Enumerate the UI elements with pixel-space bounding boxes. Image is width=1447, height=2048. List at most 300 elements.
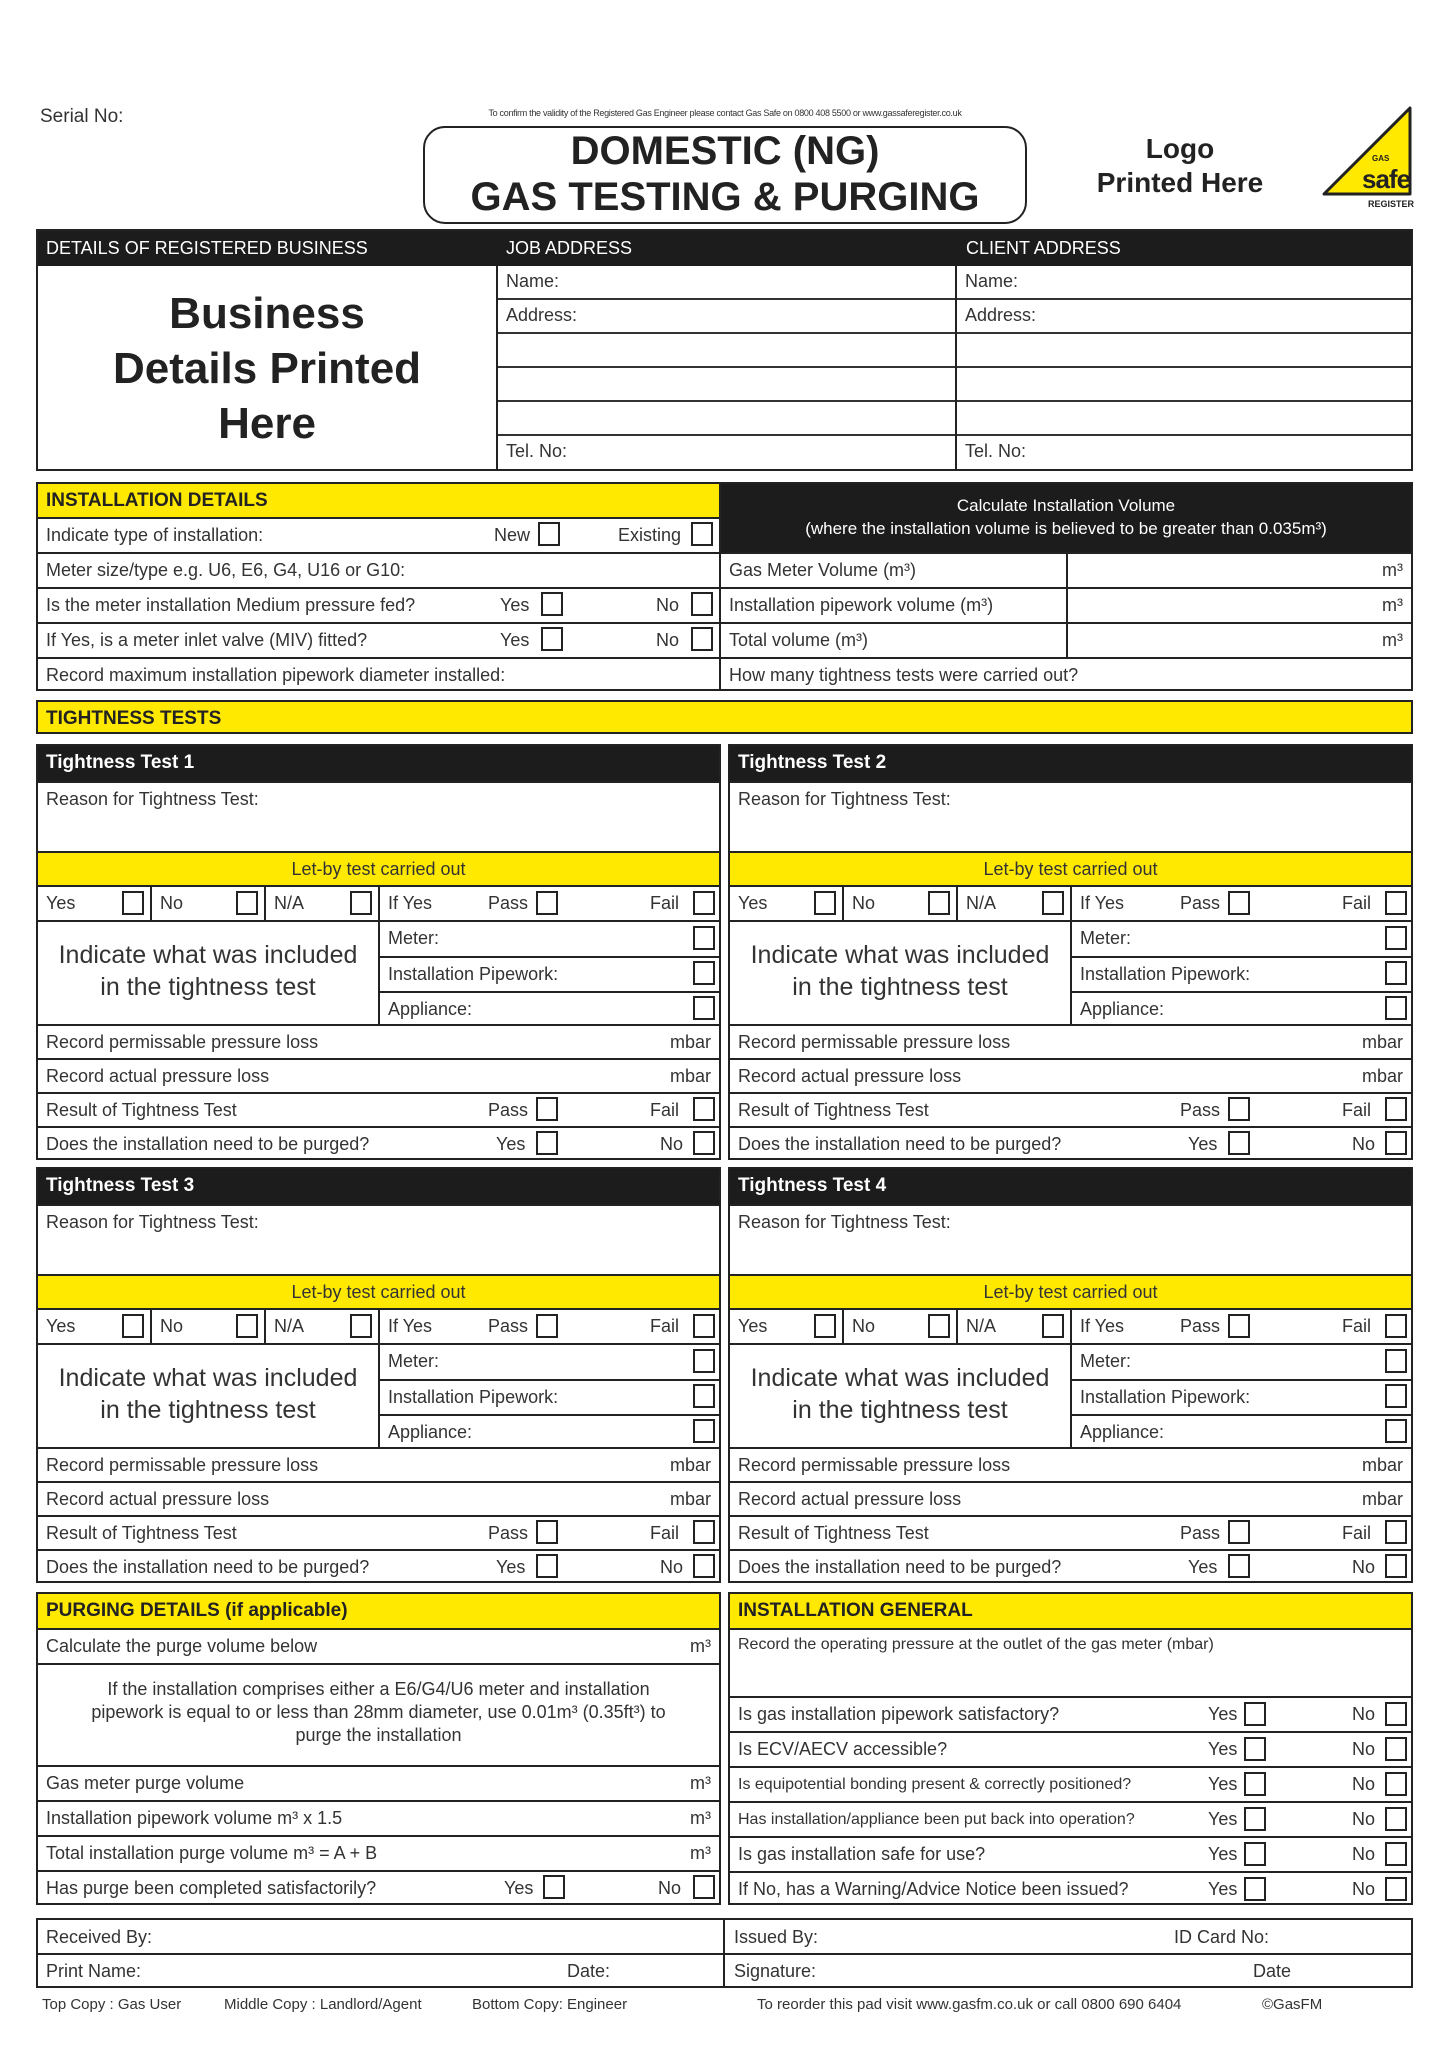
- mbar-unit: mbar: [669, 1489, 711, 1509]
- purge-calculate-row[interactable]: [38, 1628, 719, 1663]
- meter-checkbox[interactable]: [1385, 1349, 1407, 1373]
- included-block: [730, 1343, 1411, 1447]
- tightness-test-title: Tightness Test 2: [730, 746, 1411, 781]
- letby-row: [38, 885, 719, 920]
- reason-row[interactable]: [38, 781, 719, 851]
- permissable-loss-label: Record permissable pressure loss: [738, 1455, 1011, 1475]
- letby-no-label: No: [852, 893, 876, 913]
- general-yes-checkbox[interactable]: [1244, 1737, 1266, 1761]
- meter-volume-label: Gas Meter Volume (m³): [729, 560, 917, 580]
- tightness-tests-header: [36, 700, 1413, 734]
- reason-label: Reason for Tightness Test:: [46, 789, 259, 809]
- permissable-loss-row[interactable]: [38, 1447, 719, 1481]
- yes-label: Yes: [500, 595, 530, 615]
- indicate-included-text: [730, 1345, 1070, 1447]
- letby-na-checkbox[interactable]: [350, 1314, 372, 1338]
- purge-needed-row: [38, 1549, 719, 1581]
- job-name-field[interactable]: Name:: [498, 266, 955, 300]
- total-volume-row[interactable]: [721, 622, 1411, 657]
- mbar-unit: mbar: [669, 1032, 711, 1052]
- mbar-unit: mbar: [1361, 1489, 1403, 1509]
- client-address-line-4[interactable]: [957, 402, 1411, 436]
- purge-completed-row: [38, 1870, 719, 1903]
- general-yes-checkbox[interactable]: [1244, 1877, 1266, 1901]
- mbar-unit: mbar: [669, 1066, 711, 1086]
- permissable-loss-row[interactable]: [38, 1024, 719, 1058]
- yes-label: Yes: [1208, 1774, 1238, 1794]
- general-no-checkbox[interactable]: [1385, 1737, 1407, 1761]
- tests-count-row[interactable]: [721, 657, 1411, 691]
- no-label: No: [1352, 1809, 1376, 1829]
- pipework-purge-label: Installation pipework volume m³ x 1.5: [46, 1808, 343, 1828]
- client-address-column: [955, 266, 1411, 469]
- installation-details-section: [36, 482, 721, 691]
- operating-pressure-label: Record the operating pressure at the outlet of the gas meter (mbar): [738, 1636, 1214, 1653]
- logo-line-1: Logo: [1145, 133, 1215, 164]
- purge-needed-no-checkbox[interactable]: [1385, 1554, 1407, 1578]
- general-question-row: [730, 1871, 1411, 1906]
- permissable-loss-row[interactable]: [730, 1024, 1411, 1058]
- reason-row[interactable]: [38, 1204, 719, 1274]
- print-name-field[interactable]: Print Name:: [46, 1961, 142, 1981]
- unit-label: m³: [1382, 560, 1403, 580]
- unit-label: m³: [1382, 595, 1403, 615]
- title-line-2: GAS TESTING & PURGING: [470, 175, 980, 219]
- new-checkbox[interactable]: [538, 522, 560, 546]
- business-details-header: DETAILS OF REGISTERED BUSINESS: [46, 238, 368, 258]
- purge-needed-label: Does the installation need to be purged?: [738, 1134, 1062, 1154]
- middle-copy-text: Middle Copy : Landlord/Agent: [224, 1996, 422, 2013]
- indicate-line-2: in the tightness test: [100, 973, 316, 1001]
- purge-needed-no-checkbox[interactable]: [1385, 1131, 1407, 1155]
- reorder-text: To reorder this pad visit www.gasfm.co.uk or call 0800 690 6404: [757, 1996, 1182, 2013]
- actual-loss-label: Record actual pressure loss: [738, 1489, 962, 1509]
- mbar-unit: mbar: [1361, 1032, 1403, 1052]
- meter-checkbox[interactable]: [693, 926, 715, 950]
- pipework-label: Installation Pipework:: [388, 1387, 559, 1407]
- letby-pass-checkbox[interactable]: [536, 891, 558, 915]
- general-question-row: [730, 1731, 1411, 1766]
- issued-date-field[interactable]: Date: [1253, 1961, 1292, 1981]
- letby-pass-checkbox[interactable]: [1228, 1314, 1250, 1338]
- purge-needed-label: Does the installation need to be purged?: [738, 1557, 1062, 1577]
- result-pass-checkbox[interactable]: [1228, 1097, 1250, 1121]
- purge-yes-label: Yes: [496, 1134, 526, 1154]
- purge-needed-row: [730, 1549, 1411, 1581]
- meter-size-label: Meter size/type e.g. U6, E6, G4, U16 or G10:: [46, 560, 406, 580]
- purge-needed-yes-checkbox[interactable]: [1228, 1131, 1250, 1155]
- general-question-row: [730, 1766, 1411, 1801]
- operating-pressure-row[interactable]: [730, 1628, 1411, 1696]
- meter-label: Meter:: [388, 1351, 440, 1371]
- client-address-line-3[interactable]: [957, 368, 1411, 402]
- result-fail-label: Fail: [650, 1100, 680, 1120]
- letby-yes-checkbox[interactable]: [122, 891, 144, 915]
- tightness-test-4: [728, 1167, 1413, 1583]
- meter-label: Meter:: [1080, 928, 1132, 948]
- miv-row: [38, 622, 719, 657]
- job-address-line-2[interactable]: [498, 334, 955, 368]
- mbar-unit: mbar: [1361, 1455, 1403, 1475]
- volume-subtitle: (where the installation volume is believed to be greater than 0.035m³): [805, 519, 1327, 538]
- general-yes-checkbox[interactable]: [1244, 1772, 1266, 1796]
- letby-header: [38, 851, 719, 885]
- letby-na-checkbox[interactable]: [350, 891, 372, 915]
- pipework-checkbox[interactable]: [1385, 961, 1407, 985]
- result-fail-label: Fail: [1342, 1100, 1372, 1120]
- letby-no-checkbox[interactable]: [236, 891, 258, 915]
- indicate-included-text: [38, 1345, 378, 1447]
- purging-title: PURGING DETAILS: [46, 1600, 220, 1621]
- appliance-checkbox[interactable]: [693, 1419, 715, 1443]
- letby-fail-label: Fail: [650, 1316, 680, 1336]
- pipework-label: Installation Pipework:: [388, 964, 559, 984]
- letby-no-checkbox[interactable]: [928, 1314, 950, 1338]
- reason-row[interactable]: [730, 1204, 1411, 1274]
- purge-calculate-label: Calculate the purge volume below: [46, 1636, 318, 1656]
- job-address-column: [496, 266, 955, 469]
- tightness-test-1: [36, 744, 721, 1160]
- letby-na-label: N/A: [274, 1316, 305, 1336]
- installation-volume-section: [719, 482, 1413, 691]
- purge-needed-row: [730, 1126, 1411, 1158]
- indicate-included-text: [730, 922, 1070, 1024]
- pipework-label: Installation Pipework:: [1080, 1387, 1251, 1407]
- unit-label: m³: [690, 1773, 711, 1793]
- meter-checkbox[interactable]: [1385, 926, 1407, 950]
- signoff-section: [36, 1918, 1413, 1988]
- purge-yes-label: Yes: [496, 1557, 526, 1577]
- actual-loss-row[interactable]: [38, 1481, 719, 1515]
- letby-fail-label: Fail: [1342, 1316, 1372, 1336]
- purge-needed-no-checkbox[interactable]: [693, 1131, 715, 1155]
- unit-label: m³: [1382, 630, 1403, 650]
- no-label: No: [658, 1878, 682, 1898]
- result-label: Result of Tightness Test: [46, 1523, 237, 1543]
- new-label: New: [494, 525, 531, 545]
- miv-no-checkbox[interactable]: [691, 627, 713, 651]
- appliance-item: [1072, 991, 1411, 1026]
- letby-label: Let-by test carried out: [291, 1282, 466, 1302]
- business-line-3: Here: [218, 399, 316, 448]
- letby-header: [38, 1274, 719, 1308]
- indicate-line-1: Indicate what was included: [750, 1364, 1050, 1392]
- purging-header: [38, 1594, 719, 1628]
- general-no-checkbox[interactable]: [1385, 1772, 1407, 1796]
- letby-fail-label: Fail: [650, 893, 680, 913]
- copyright-text: ©GasFM: [1262, 1996, 1323, 2013]
- letby-na-checkbox[interactable]: [1042, 891, 1064, 915]
- job-address-field[interactable]: Address:: [498, 300, 955, 334]
- letby-header: [730, 851, 1411, 885]
- letby-yes-label: Yes: [46, 1316, 76, 1336]
- letby-pass-label: Pass: [1180, 893, 1221, 913]
- result-row: [38, 1515, 719, 1549]
- letby-fail-label: Fail: [1342, 893, 1372, 913]
- meter-checkbox[interactable]: [693, 1349, 715, 1373]
- actual-loss-label: Record actual pressure loss: [46, 1489, 270, 1509]
- purge-needed-yes-checkbox[interactable]: [536, 1554, 558, 1578]
- id-card-field[interactable]: ID Card No:: [1174, 1927, 1270, 1947]
- meter-size-row[interactable]: [38, 552, 719, 587]
- received-date-field[interactable]: Date:: [567, 1961, 611, 1981]
- general-question-row: [730, 1836, 1411, 1871]
- client-address-line-2[interactable]: [957, 334, 1411, 368]
- yes-label: Yes: [1208, 1844, 1238, 1864]
- letby-na-checkbox[interactable]: [1042, 1314, 1064, 1338]
- purge-completed-yes-checkbox[interactable]: [543, 1875, 565, 1899]
- letby-fail-checkbox[interactable]: [1385, 891, 1407, 915]
- purge-yes-label: Yes: [1188, 1134, 1218, 1154]
- result-label: Result of Tightness Test: [738, 1100, 929, 1120]
- if-yes-label: If Yes: [388, 1316, 433, 1336]
- client-name-field[interactable]: Name:: [957, 266, 1411, 300]
- result-fail-checkbox[interactable]: [693, 1097, 715, 1121]
- purge-needed-label: Does the installation need to be purged?: [46, 1557, 370, 1577]
- issued-by-field[interactable]: Issued By:: [734, 1927, 819, 1947]
- tightness-tests-title: TIGHTNESS TESTS: [46, 708, 222, 729]
- actual-loss-label: Record actual pressure loss: [46, 1066, 270, 1086]
- job-address-header: JOB ADDRESS: [506, 238, 633, 258]
- business-line-1: Business: [169, 289, 365, 338]
- client-address-header: CLIENT ADDRESS: [966, 238, 1121, 258]
- no-label: No: [1352, 1879, 1376, 1899]
- no-label: No: [656, 630, 680, 650]
- result-fail-label: Fail: [1342, 1523, 1372, 1543]
- result-pass-checkbox[interactable]: [536, 1520, 558, 1544]
- total-purge-row[interactable]: [38, 1835, 719, 1870]
- letby-pass-checkbox[interactable]: [1228, 891, 1250, 915]
- indicate-line-1: Indicate what was included: [750, 941, 1050, 969]
- purge-no-label: No: [1352, 1557, 1376, 1577]
- actual-loss-row[interactable]: [38, 1058, 719, 1092]
- letby-fail-checkbox[interactable]: [693, 1314, 715, 1338]
- medium-pressure-row: [38, 587, 719, 622]
- meter-purge-label: Gas meter purge volume: [46, 1773, 245, 1793]
- yes-label: Yes: [1208, 1879, 1238, 1899]
- purge-needed-yes-checkbox[interactable]: [536, 1131, 558, 1155]
- installation-type-row: [38, 517, 719, 552]
- meter-item: [1072, 922, 1411, 956]
- result-label: Result of Tightness Test: [738, 1523, 929, 1543]
- pipework-item: [380, 956, 719, 991]
- client-tel-field[interactable]: Tel. No:: [965, 441, 1027, 461]
- pipework-label: Installation Pipework:: [1080, 964, 1251, 984]
- result-fail-checkbox[interactable]: [1385, 1520, 1407, 1544]
- general-question-row: [730, 1696, 1411, 1731]
- address-section: [36, 229, 1413, 471]
- indicate-line-1: Indicate what was included: [58, 941, 358, 969]
- gas-safe-safe-text: safe: [1362, 164, 1411, 194]
- permissable-loss-label: Record permissable pressure loss: [46, 1032, 319, 1052]
- yes-label: Yes: [1208, 1809, 1238, 1829]
- existing-label: Existing: [618, 525, 682, 545]
- meter-label: Meter:: [388, 928, 440, 948]
- business-details-placeholder: [38, 266, 496, 469]
- actual-loss-row[interactable]: [730, 1058, 1411, 1092]
- letby-no-checkbox[interactable]: [236, 1314, 258, 1338]
- general-question-label: Is ECV/AECV accessible?: [738, 1739, 948, 1759]
- general-question-label: If No, has a Warning/Advice Notice been issued?: [738, 1879, 1129, 1899]
- if-yes-label: If Yes: [1080, 893, 1125, 913]
- yes-label: Yes: [1208, 1704, 1238, 1724]
- bottom-copy-text: Bottom Copy: Engineer: [472, 1996, 628, 2013]
- general-no-checkbox[interactable]: [1385, 1807, 1407, 1831]
- permissable-loss-label: Record permissable pressure loss: [738, 1032, 1011, 1052]
- purging-title-suffix: (if applicable): [225, 1600, 348, 1621]
- purge-no-label: No: [1352, 1134, 1376, 1154]
- letby-na-label: N/A: [274, 893, 305, 913]
- general-question-label: Has installation/appliance been put back into operation?: [738, 1811, 1135, 1828]
- general-yes-checkbox[interactable]: [1244, 1807, 1266, 1831]
- letby-row: [730, 1308, 1411, 1343]
- business-line-2: Details Printed: [112, 344, 422, 393]
- letby-no-label: No: [852, 1316, 876, 1336]
- purge-completed-no-checkbox[interactable]: [693, 1875, 715, 1899]
- appliance-item: [380, 991, 719, 1026]
- general-question-row: [730, 1801, 1411, 1836]
- job-tel-field[interactable]: Tel. No:: [506, 441, 568, 461]
- letby-no-label: No: [160, 893, 184, 913]
- volume-title: Calculate Installation Volume: [956, 496, 1176, 515]
- unit-label: m³: [690, 1843, 711, 1863]
- letby-header: [730, 1274, 1411, 1308]
- general-no-checkbox[interactable]: [1385, 1877, 1407, 1901]
- pipework-checkbox[interactable]: [1385, 1384, 1407, 1408]
- indicate-line-1: Indicate what was included: [58, 1364, 358, 1392]
- general-no-checkbox[interactable]: [1385, 1842, 1407, 1866]
- general-yes-checkbox[interactable]: [1244, 1702, 1266, 1726]
- result-pass-label: Pass: [488, 1523, 529, 1543]
- job-address-line-4[interactable]: [498, 402, 955, 436]
- result-pass-checkbox[interactable]: [536, 1097, 558, 1121]
- reason-label: Reason for Tightness Test:: [738, 1212, 951, 1232]
- purge-note-row: [38, 1663, 719, 1765]
- actual-loss-row[interactable]: [730, 1481, 1411, 1515]
- purge-needed-no-checkbox[interactable]: [693, 1554, 715, 1578]
- volume-header: [721, 484, 1411, 552]
- result-pass-checkbox[interactable]: [1228, 1520, 1250, 1544]
- result-fail-checkbox[interactable]: [1385, 1097, 1407, 1121]
- installation-type-label: Indicate type of installation:: [46, 525, 264, 545]
- letby-fail-checkbox[interactable]: [693, 891, 715, 915]
- form-title: [423, 126, 1027, 224]
- meter-purge-row[interactable]: [38, 1765, 719, 1800]
- received-by-field[interactable]: Received By:: [46, 1927, 153, 1947]
- indicate-included-text: [38, 922, 378, 1024]
- total-volume-label: Total volume (m³): [729, 630, 869, 650]
- yes-label: Yes: [504, 1878, 534, 1898]
- yes-label: Yes: [1208, 1739, 1238, 1759]
- meter-item: [380, 922, 719, 956]
- gas-safe-gas-text: GAS: [1372, 154, 1390, 163]
- pipework-checkbox[interactable]: [693, 1384, 715, 1408]
- appliance-label: Appliance:: [388, 999, 473, 1019]
- no-label: No: [1352, 1844, 1376, 1864]
- letby-pass-label: Pass: [1180, 1316, 1221, 1336]
- meter-volume-row[interactable]: [721, 552, 1411, 587]
- letby-yes-checkbox[interactable]: [122, 1314, 144, 1338]
- total-purge-label: Total installation purge volume m³ = A + B: [46, 1843, 378, 1863]
- pipework-checkbox[interactable]: [693, 961, 715, 985]
- result-fail-label: Fail: [650, 1523, 680, 1543]
- purge-needed-row: [38, 1126, 719, 1158]
- existing-checkbox[interactable]: [691, 522, 713, 546]
- general-question-label: Is equipotential bonding present & correctly positioned?: [738, 1776, 1132, 1793]
- letby-fail-checkbox[interactable]: [1385, 1314, 1407, 1338]
- logo-line-2: Printed Here: [1096, 167, 1264, 198]
- reason-label: Reason for Tightness Test:: [46, 1212, 259, 1232]
- pipework-volume-row[interactable]: [721, 587, 1411, 622]
- unit-label: m³: [690, 1636, 711, 1656]
- no-label: No: [1352, 1704, 1376, 1724]
- no-label: No: [1352, 1774, 1376, 1794]
- no-label: No: [656, 595, 680, 615]
- result-pass-label: Pass: [488, 1100, 529, 1120]
- yes-label: Yes: [500, 630, 530, 650]
- letby-label: Let-by test carried out: [983, 1282, 1158, 1302]
- pipework-purge-row[interactable]: [38, 1800, 719, 1835]
- medium-pressure-yes-checkbox[interactable]: [541, 592, 563, 616]
- medium-pressure-no-checkbox[interactable]: [691, 592, 713, 616]
- general-no-checkbox[interactable]: [1385, 1702, 1407, 1726]
- indicate-line-2: in the tightness test: [792, 973, 1008, 1001]
- included-block: [730, 920, 1411, 1024]
- miv-yes-checkbox[interactable]: [541, 627, 563, 651]
- appliance-label: Appliance:: [1080, 999, 1165, 1019]
- permissable-loss-row[interactable]: [730, 1447, 1411, 1481]
- letby-pass-checkbox[interactable]: [536, 1314, 558, 1338]
- appliance-checkbox[interactable]: [693, 996, 715, 1020]
- indicate-line-2: in the tightness test: [100, 1396, 316, 1424]
- letby-no-checkbox[interactable]: [928, 891, 950, 915]
- max-diameter-row[interactable]: [38, 657, 719, 691]
- indicate-line-2: in the tightness test: [792, 1396, 1008, 1424]
- purge-note: If the installation comprises either a E6/G4/U6 meter and installation pipework is equal to or less than 28mm diameter, use 0.01m³ (0.35ft³) to purge the installation: [91, 1679, 666, 1745]
- letby-yes-label: Yes: [738, 1316, 768, 1336]
- appliance-checkbox[interactable]: [1385, 1419, 1407, 1443]
- appliance-checkbox[interactable]: [1385, 996, 1407, 1020]
- result-fail-checkbox[interactable]: [693, 1520, 715, 1544]
- general-yes-checkbox[interactable]: [1244, 1842, 1266, 1866]
- meter-item: [380, 1345, 719, 1379]
- reason-row[interactable]: [730, 781, 1411, 851]
- letby-yes-checkbox[interactable]: [814, 1314, 836, 1338]
- meter-label: Meter:: [1080, 1351, 1132, 1371]
- letby-pass-label: Pass: [488, 893, 529, 913]
- actual-loss-label: Record actual pressure loss: [738, 1066, 962, 1086]
- appliance-item: [1072, 1414, 1411, 1449]
- purge-no-label: No: [660, 1134, 684, 1154]
- included-block: [38, 920, 719, 1024]
- appliance-label: Appliance:: [388, 1422, 473, 1442]
- tightness-test-title: Tightness Test 3: [38, 1169, 719, 1204]
- gas-safe-logo-icon: [1322, 106, 1414, 210]
- result-row: [38, 1092, 719, 1126]
- letby-pass-label: Pass: [488, 1316, 529, 1336]
- letby-yes-checkbox[interactable]: [814, 891, 836, 915]
- client-address-field[interactable]: Address:: [957, 300, 1411, 334]
- purge-no-label: No: [660, 1557, 684, 1577]
- general-question-label: Is gas installation pipework satisfactory?: [738, 1704, 1060, 1724]
- tests-count-label: How many tightness tests were carried out?: [729, 665, 1079, 685]
- letby-label: Let-by test carried out: [291, 859, 466, 879]
- tightness-test-title: Tightness Test 4: [730, 1169, 1411, 1204]
- letby-row: [730, 885, 1411, 920]
- job-address-line-3[interactable]: [498, 368, 955, 402]
- signature-field[interactable]: Signature:: [734, 1961, 817, 1981]
- purge-needed-yes-checkbox[interactable]: [1228, 1554, 1250, 1578]
